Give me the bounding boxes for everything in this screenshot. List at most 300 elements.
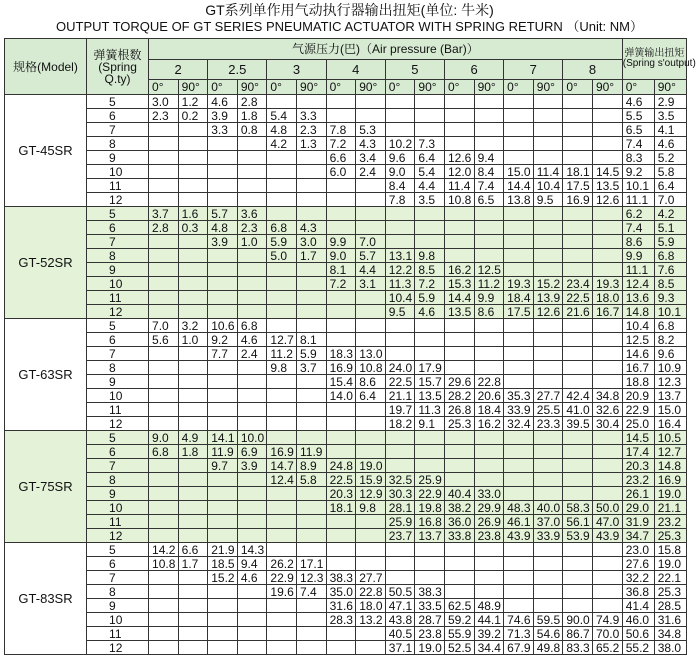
torque-cell — [267, 319, 297, 333]
table-row — [5, 347, 687, 361]
torque-cell — [444, 585, 474, 599]
torque-cell: 17.9 — [415, 361, 445, 375]
torque-cell — [208, 137, 238, 151]
torque-cell: 4.3 — [356, 137, 386, 151]
torque-cell: 10.0 — [237, 431, 267, 445]
torque-cell: 12.4 — [622, 277, 654, 291]
spring-qty-cell: 6 — [87, 109, 149, 123]
torque-cell: 5.4 — [267, 109, 297, 123]
torque-cell — [474, 249, 504, 263]
torque-cell — [356, 179, 386, 193]
torque-cell — [237, 473, 267, 487]
torque-cell — [149, 277, 179, 291]
torque-cell: 6.6 — [178, 543, 208, 557]
spring-qty-cell: 7 — [87, 123, 149, 137]
torque-cell: 83.3 — [563, 641, 593, 655]
torque-cell: 9.9 — [474, 291, 504, 305]
torque-cell — [178, 347, 208, 361]
torque-cell — [592, 235, 622, 249]
torque-cell: 5.7 — [208, 207, 238, 221]
torque-cell — [326, 557, 356, 571]
torque-cell: 35.3 — [504, 389, 534, 403]
torque-cell — [563, 151, 593, 165]
torque-cell — [267, 165, 297, 179]
torque-cell: 16.7 — [622, 361, 654, 375]
torque-cell: 25.9 — [415, 473, 445, 487]
spring-qty-cell: 9 — [87, 263, 149, 277]
torque-cell — [592, 473, 622, 487]
torque-cell: 2.3 — [297, 123, 327, 137]
torque-cell: 23.2 — [654, 515, 686, 529]
torque-cell — [178, 291, 208, 305]
torque-cell: 23.0 — [622, 543, 654, 557]
torque-cell: 4.3 — [297, 221, 327, 235]
torque-cell — [178, 193, 208, 207]
torque-cell — [474, 347, 504, 361]
torque-cell: 11.1 — [622, 193, 654, 207]
torque-cell — [237, 361, 267, 375]
torque-cell — [297, 179, 327, 193]
torque-cell — [474, 361, 504, 375]
torque-cell: 13.5 — [592, 179, 622, 193]
torque-cell — [297, 263, 327, 277]
torque-cell — [504, 137, 534, 151]
torque-cell — [504, 571, 534, 585]
torque-cell — [415, 95, 445, 109]
torque-cell — [178, 571, 208, 585]
torque-cell — [563, 459, 593, 473]
table-row — [5, 501, 687, 515]
torque-cell: 18.0 — [356, 599, 386, 613]
torque-cell: 13.2 — [356, 613, 386, 627]
torque-cell — [385, 207, 415, 221]
torque-cell: 33.9 — [533, 529, 563, 543]
header-air-pressure: 气源压力(巴)（Air pressure (Bar)） — [149, 39, 623, 60]
torque-cell: 36.8 — [622, 585, 654, 599]
torque-cell — [267, 151, 297, 165]
torque-cell — [533, 445, 563, 459]
torque-cell — [297, 613, 327, 627]
torque-cell: 14.8 — [654, 459, 686, 473]
torque-cell: 19.6 — [267, 585, 297, 599]
torque-cell — [326, 333, 356, 347]
torque-cell: 23.2 — [622, 473, 654, 487]
spring-qty-cell: 6 — [87, 221, 149, 235]
torque-cell: 16.9 — [654, 473, 686, 487]
header-pressure: 7 — [504, 60, 563, 80]
torque-cell: 10.5 — [654, 431, 686, 445]
torque-cell: 3.3 — [297, 109, 327, 123]
torque-cell: 11.9 — [297, 445, 327, 459]
torque-cell — [267, 95, 297, 109]
spring-qty-cell: 5 — [87, 95, 149, 109]
torque-cell: 7.4 — [622, 137, 654, 151]
torque-cell — [208, 585, 238, 599]
torque-cell — [267, 375, 297, 389]
torque-cell — [356, 319, 386, 333]
torque-cell — [533, 347, 563, 361]
torque-cell: 13.1 — [385, 249, 415, 263]
torque-cell — [444, 431, 474, 445]
torque-cell: 12.5 — [474, 263, 504, 277]
torque-cell: 21.6 — [563, 305, 593, 319]
torque-cell: 5.6 — [149, 333, 179, 347]
torque-cell — [149, 235, 179, 249]
torque-cell — [356, 445, 386, 459]
torque-cell — [533, 361, 563, 375]
header-pressure: 4 — [326, 60, 385, 80]
torque-cell: 5.0 — [267, 249, 297, 263]
spring-qty-cell: 8 — [87, 361, 149, 375]
torque-cell: 9.4 — [474, 151, 504, 165]
torque-cell: 20.9 — [622, 389, 654, 403]
torque-cell: 58.3 — [563, 501, 593, 515]
torque-cell — [237, 249, 267, 263]
spring-qty-cell: 9 — [87, 487, 149, 501]
torque-cell: 15.4 — [326, 375, 356, 389]
torque-cell — [563, 263, 593, 277]
torque-cell — [563, 375, 593, 389]
torque-cell: 4.2 — [654, 207, 686, 221]
torque-cell — [267, 389, 297, 403]
torque-cell — [592, 207, 622, 221]
torque-cell: 3.5 — [654, 109, 686, 123]
torque-cell — [149, 389, 179, 403]
torque-cell: 10.4 — [622, 319, 654, 333]
torque-cell — [297, 529, 327, 543]
torque-cell — [149, 375, 179, 389]
torque-cell: 22.9 — [267, 571, 297, 585]
torque-cell: 6.8 — [149, 445, 179, 459]
torque-cell: 74.6 — [504, 613, 534, 627]
torque-cell — [178, 389, 208, 403]
spring-qty-cell: 12 — [87, 529, 149, 543]
torque-cell — [415, 431, 445, 445]
model-cell: GT-63SR — [5, 319, 87, 431]
torque-cell: 28.1 — [385, 501, 415, 515]
torque-cell: 7.0 — [149, 319, 179, 333]
torque-cell: 18.0 — [592, 291, 622, 305]
torque-cell: 67.9 — [504, 641, 534, 655]
table-row — [5, 585, 687, 599]
spring-qty-cell: 9 — [87, 375, 149, 389]
torque-cell: 21.9 — [208, 543, 238, 557]
torque-cell: 1.6 — [178, 207, 208, 221]
torque-cell — [208, 249, 238, 263]
torque-cell: 9.8 — [415, 249, 445, 263]
torque-cell — [592, 137, 622, 151]
torque-cell — [385, 445, 415, 459]
torque-cell — [237, 641, 267, 655]
torque-cell — [474, 571, 504, 585]
torque-cell — [326, 193, 356, 207]
torque-cell: 74.9 — [592, 613, 622, 627]
torque-cell — [178, 641, 208, 655]
torque-cell — [592, 571, 622, 585]
torque-cell — [267, 501, 297, 515]
torque-cell — [356, 333, 386, 347]
torque-cell: 23.4 — [563, 277, 593, 291]
torque-cell — [385, 431, 415, 445]
torque-cell: 19.3 — [504, 277, 534, 291]
torque-cell: 4.8 — [267, 123, 297, 137]
torque-cell — [504, 431, 534, 445]
torque-cell: 6.5 — [474, 193, 504, 207]
header-spring-qty — [87, 39, 149, 95]
torque-cell: 5.9 — [297, 347, 327, 361]
torque-cell: 22.5 — [385, 375, 415, 389]
torque-cell — [208, 193, 238, 207]
torque-cell: 4.6 — [237, 571, 267, 585]
torque-cell — [504, 459, 534, 473]
torque-cell: 11.1 — [622, 263, 654, 277]
torque-cell: 9.7 — [208, 459, 238, 473]
torque-cell — [533, 249, 563, 263]
torque-cell — [178, 585, 208, 599]
torque-cell — [326, 627, 356, 641]
torque-cell — [504, 557, 534, 571]
torque-cell — [415, 459, 445, 473]
torque-cell — [267, 613, 297, 627]
torque-cell: 38.3 — [326, 571, 356, 585]
torque-cell: 5.5 — [622, 109, 654, 123]
table-row — [5, 249, 687, 263]
model-cell: GT-75SR — [5, 431, 87, 543]
torque-cell: 1.7 — [178, 557, 208, 571]
torque-cell — [592, 557, 622, 571]
torque-cell — [178, 487, 208, 501]
torque-cell: 32.5 — [385, 473, 415, 487]
torque-cell: 23.3 — [533, 417, 563, 431]
torque-cell: 28.7 — [415, 613, 445, 627]
torque-cell — [149, 641, 179, 655]
torque-cell: 47.0 — [592, 515, 622, 529]
torque-cell: 5.1 — [654, 221, 686, 235]
torque-cell — [267, 641, 297, 655]
torque-cell — [237, 263, 267, 277]
torque-cell: 29.6 — [444, 375, 474, 389]
torque-cell — [444, 557, 474, 571]
torque-cell — [533, 571, 563, 585]
torque-cell — [533, 151, 563, 165]
torque-cell: 24.8 — [326, 459, 356, 473]
torque-cell — [592, 249, 622, 263]
torque-cell: 21.1 — [654, 501, 686, 515]
torque-cell: 2.9 — [654, 95, 686, 109]
torque-cell — [208, 613, 238, 627]
torque-cell — [297, 627, 327, 641]
table-row — [5, 123, 687, 137]
torque-cell: 6.8 — [267, 221, 297, 235]
torque-cell: 7.0 — [356, 235, 386, 249]
torque-cell — [208, 305, 238, 319]
torque-cell: 9.0 — [326, 249, 356, 263]
header-angle-0: 0° — [385, 80, 415, 95]
torque-cell — [504, 235, 534, 249]
torque-cell: 22.5 — [326, 473, 356, 487]
torque-cell: 34.8 — [654, 627, 686, 641]
torque-cell — [178, 165, 208, 179]
torque-cell: 4.8 — [208, 221, 238, 235]
torque-cell — [149, 417, 179, 431]
torque-cell: 2.3 — [237, 221, 267, 235]
table-row — [5, 613, 687, 627]
torque-cell — [237, 487, 267, 501]
torque-cell — [237, 375, 267, 389]
torque-cell — [563, 431, 593, 445]
torque-cell: 7.2 — [326, 137, 356, 151]
torque-cell — [533, 95, 563, 109]
torque-cell: 2.8 — [149, 221, 179, 235]
torque-cell: 25.3 — [444, 417, 474, 431]
torque-cell — [504, 473, 534, 487]
torque-cell: 39.2 — [474, 627, 504, 641]
torque-cell: 2.4 — [356, 165, 386, 179]
torque-cell: 6.4 — [415, 151, 445, 165]
torque-cell — [178, 627, 208, 641]
torque-cell — [237, 515, 267, 529]
torque-cell — [533, 137, 563, 151]
torque-cell — [474, 95, 504, 109]
table-row — [5, 627, 687, 641]
torque-cell: 13.6 — [622, 291, 654, 305]
torque-cell — [356, 431, 386, 445]
torque-cell — [415, 543, 445, 557]
torque-cell: 41.0 — [563, 403, 593, 417]
torque-cell: 23.7 — [385, 529, 415, 543]
torque-cell — [208, 291, 238, 305]
spring-qty-cell: 12 — [87, 305, 149, 319]
table-row — [5, 445, 687, 459]
torque-cell: 33.0 — [474, 487, 504, 501]
torque-cell — [178, 529, 208, 543]
torque-cell: 6.8 — [237, 319, 267, 333]
torque-cell — [592, 543, 622, 557]
torque-cell — [563, 249, 593, 263]
table-row — [5, 459, 687, 473]
torque-cell: 9.9 — [622, 249, 654, 263]
torque-cell — [415, 347, 445, 361]
torque-cell — [237, 277, 267, 291]
header-angle-0: 0° — [563, 80, 593, 95]
torque-cell — [592, 459, 622, 473]
torque-cell: 12.9 — [356, 487, 386, 501]
torque-cell: 10.1 — [654, 305, 686, 319]
torque-cell — [415, 221, 445, 235]
header-angle-0: 0° — [267, 80, 297, 95]
table-row — [5, 473, 687, 487]
torque-cell: 31.9 — [622, 515, 654, 529]
torque-cell — [356, 627, 386, 641]
torque-cell — [444, 249, 474, 263]
torque-cell: 5.9 — [415, 291, 445, 305]
torque-cell: 12.0 — [444, 165, 474, 179]
header-angle-0: 0° — [149, 80, 179, 95]
header-pressure: 2.5 — [208, 60, 267, 80]
torque-cell — [208, 515, 238, 529]
torque-cell: 10.9 — [654, 361, 686, 375]
torque-cell: 8.6 — [474, 305, 504, 319]
torque-cell: 29.0 — [622, 501, 654, 515]
header-pressure: 2 — [149, 60, 208, 80]
torque-cell: 0.3 — [178, 221, 208, 235]
torque-cell — [297, 305, 327, 319]
torque-cell — [592, 431, 622, 445]
torque-cell — [592, 347, 622, 361]
torque-cell — [149, 263, 179, 277]
torque-cell: 1.3 — [297, 137, 327, 151]
torque-cell — [178, 613, 208, 627]
torque-cell — [297, 291, 327, 305]
torque-cell — [592, 109, 622, 123]
torque-cell: 41.4 — [622, 599, 654, 613]
torque-cell: 26.9 — [474, 515, 504, 529]
torque-cell — [533, 557, 563, 571]
torque-cell: 1.0 — [178, 333, 208, 347]
torque-cell — [356, 109, 386, 123]
torque-cell: 19.0 — [654, 487, 686, 501]
torque-cell: 7.3 — [415, 137, 445, 151]
torque-cell — [237, 137, 267, 151]
torque-cell — [415, 557, 445, 571]
torque-cell: 4.9 — [178, 431, 208, 445]
torque-cell: 4.6 — [654, 137, 686, 151]
torque-cell — [237, 193, 267, 207]
torque-cell: 0.2 — [178, 109, 208, 123]
table-row — [5, 599, 687, 613]
torque-cell — [208, 403, 238, 417]
torque-cell: 14.0 — [326, 389, 356, 403]
torque-cell: 6.4 — [356, 389, 386, 403]
torque-cell: 62.5 — [444, 599, 474, 613]
torque-cell: 7.4 — [297, 585, 327, 599]
torque-cell — [237, 403, 267, 417]
table-row — [5, 109, 687, 123]
torque-cell — [385, 543, 415, 557]
torque-cell — [297, 165, 327, 179]
torque-cell — [178, 235, 208, 249]
torque-cell: 19.7 — [385, 403, 415, 417]
torque-cell — [297, 319, 327, 333]
torque-cell: 9.6 — [654, 347, 686, 361]
spring-qty-cell: 11 — [87, 291, 149, 305]
torque-cell — [356, 207, 386, 221]
torque-cell — [474, 109, 504, 123]
torque-cell — [356, 641, 386, 655]
table-row — [5, 529, 687, 543]
header-spring-en2: Q.ty) — [104, 71, 131, 86]
torque-cell: 53.9 — [563, 529, 593, 543]
torque-cell — [267, 487, 297, 501]
torque-cell: 2.4 — [237, 347, 267, 361]
torque-cell — [267, 403, 297, 417]
torque-cell — [563, 347, 593, 361]
torque-cell: 13.5 — [444, 305, 474, 319]
torque-cell — [208, 361, 238, 375]
header-pressure: 8 — [563, 60, 622, 80]
torque-cell — [178, 459, 208, 473]
torque-cell — [592, 585, 622, 599]
torque-cell — [326, 95, 356, 109]
torque-cell — [237, 389, 267, 403]
torque-cell — [326, 543, 356, 557]
torque-cell: 18.5 — [208, 557, 238, 571]
torque-cell: 9.5 — [533, 193, 563, 207]
torque-cell: 3.2 — [178, 319, 208, 333]
torque-cell: 33.5 — [415, 599, 445, 613]
torque-cell: 22.9 — [415, 487, 445, 501]
spring-qty-cell: 8 — [87, 249, 149, 263]
